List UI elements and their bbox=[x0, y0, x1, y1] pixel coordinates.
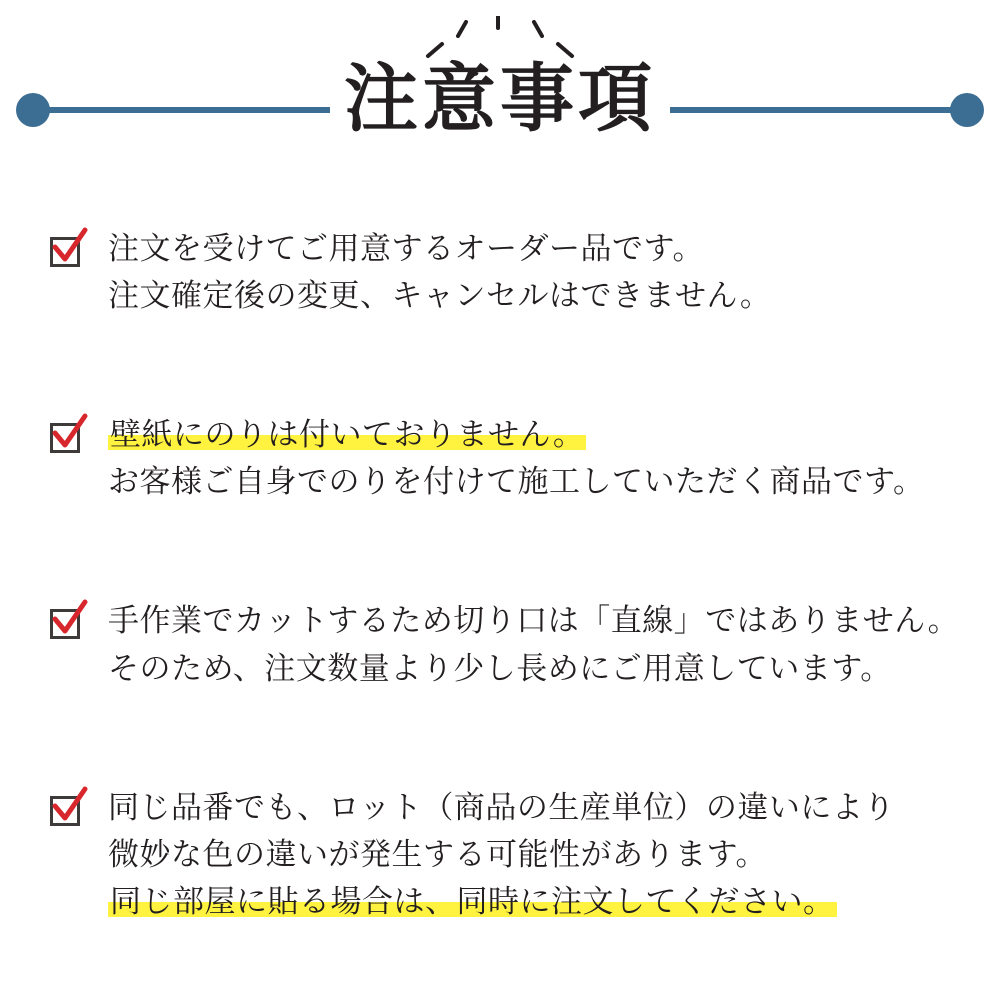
list-item bbox=[48, 411, 946, 505]
list-item bbox=[48, 784, 946, 925]
notice-line: 同じ部屋に貼る場合は、同時に注文してください。 bbox=[110, 883, 835, 919]
header-dot-right bbox=[950, 93, 984, 127]
notice-line: 壁紙にのりは付いておりません。 bbox=[110, 417, 585, 453]
list-item-text bbox=[108, 784, 946, 925]
checked-checkbox-icon bbox=[48, 792, 86, 830]
checked-checkbox-icon bbox=[48, 419, 86, 457]
page-header bbox=[0, 0, 1000, 190]
notice-line: 注文を受けてご用意するオーダー品です。 bbox=[108, 231, 705, 266]
list-item-text bbox=[108, 411, 946, 505]
checked-checkbox-icon bbox=[48, 233, 86, 271]
header-rule-right bbox=[670, 107, 960, 113]
notice-line: 注文確定後の変更、キャンセルはできません。 bbox=[108, 278, 772, 314]
list-item bbox=[48, 225, 946, 319]
list-item-text bbox=[108, 225, 946, 319]
notice-line: 手作業でカットするため切り口は「直線」ではありません。 bbox=[108, 603, 960, 639]
list-item bbox=[48, 597, 960, 691]
notice-line: そのため、注文数量より少し長めにご用意しています。 bbox=[108, 650, 892, 686]
page-title: 注意事項 bbox=[344, 57, 656, 140]
notice-list bbox=[0, 225, 1000, 925]
notice-line: 微妙な色の違いが発生する可能性があります。 bbox=[108, 836, 768, 872]
notice-line: 同じ品番でも、ロット（商品の生産単位）の違いにより bbox=[108, 789, 895, 825]
list-item-text bbox=[108, 597, 959, 691]
notice-line: お客様ご自身でのりを付けて施工していただく商品です。 bbox=[108, 464, 925, 500]
checked-checkbox-icon bbox=[48, 605, 86, 643]
